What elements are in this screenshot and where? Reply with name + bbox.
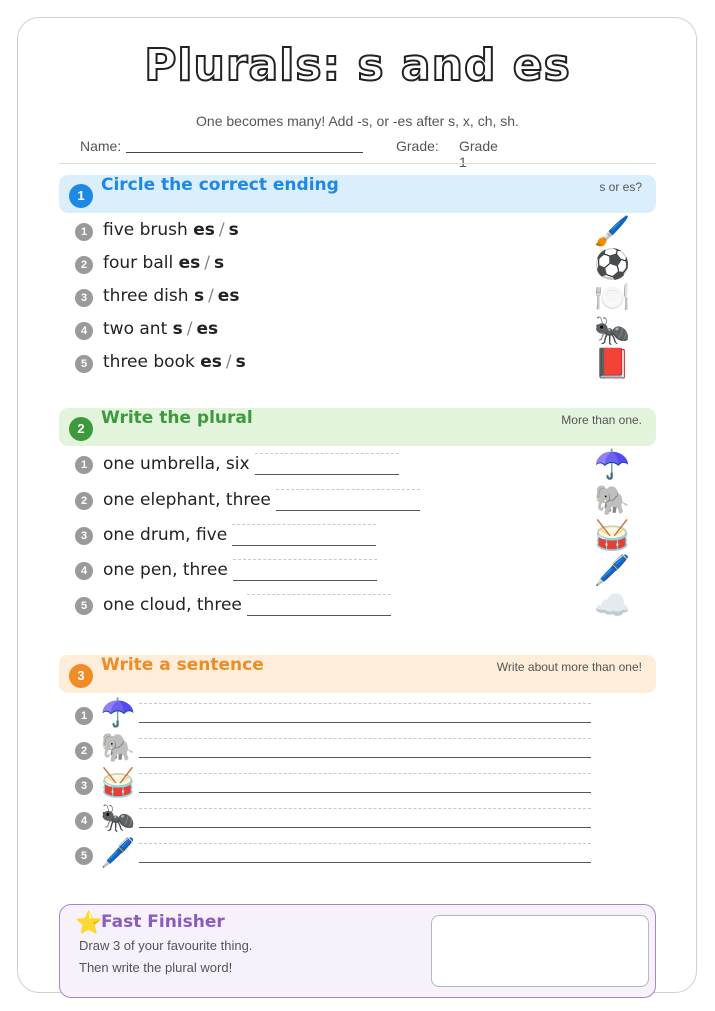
sentence-item xyxy=(75,696,595,733)
item-text xyxy=(103,286,239,306)
option-separator: / xyxy=(186,319,193,339)
name-line[interactable] xyxy=(126,152,363,153)
worksheet-title: Plurals: s and es xyxy=(144,40,571,91)
option-separator: / xyxy=(225,352,232,372)
item-number: 2 xyxy=(75,742,93,760)
section-1-banner xyxy=(59,175,656,213)
plural-item xyxy=(75,553,635,587)
ending-option-1[interactable]: es xyxy=(193,220,215,240)
section-3-banner xyxy=(59,655,656,693)
ending-option-2[interactable]: s xyxy=(235,352,246,372)
item-number: 1 xyxy=(75,456,93,474)
title-wrap xyxy=(0,40,715,91)
item-word: three book xyxy=(103,352,195,372)
drum-icon: 🥁 xyxy=(100,766,136,799)
plate-icon: 🍽️ xyxy=(593,280,631,314)
item-text xyxy=(103,352,246,372)
option-separator: / xyxy=(208,286,214,306)
paintbrush-icon: 🖌️ xyxy=(593,214,631,248)
ant-icon: 🐜 xyxy=(100,801,136,834)
ending-option-1[interactable]: es xyxy=(200,352,222,372)
item-prompt: one drum, five xyxy=(103,525,228,545)
answer-line[interactable] xyxy=(232,524,376,546)
section-title: Write the plural xyxy=(101,408,253,428)
ending-option-1[interactable]: s xyxy=(193,286,205,306)
answer-line[interactable] xyxy=(276,489,420,511)
plural-item xyxy=(75,588,635,622)
sentence-writing-line[interactable] xyxy=(139,703,591,723)
fast-finisher-box xyxy=(59,904,656,998)
umbrella-icon: ☂️ xyxy=(100,696,136,729)
circle-item xyxy=(75,313,635,347)
ending-option-2[interactable]: es xyxy=(196,319,219,339)
drawing-box[interactable] xyxy=(431,915,649,987)
section-note: More than one. xyxy=(561,413,642,427)
cloud-icon: ☁️ xyxy=(593,588,631,622)
section-number: 1 xyxy=(69,184,93,208)
header-divider xyxy=(59,163,656,164)
sentence-writing-line[interactable] xyxy=(139,738,591,758)
item-text xyxy=(103,453,399,475)
fast-finisher-instruction-1: Draw 3 of your favourite thing. xyxy=(79,938,253,953)
item-text xyxy=(103,220,239,240)
ending-option-1[interactable]: s xyxy=(172,319,183,339)
sentence-writing-line[interactable] xyxy=(139,843,591,863)
item-word: five brush xyxy=(103,220,188,240)
option-separator: / xyxy=(218,220,225,240)
sentence-item xyxy=(75,836,595,873)
option-separator: / xyxy=(204,253,211,273)
item-number: 3 xyxy=(75,289,93,307)
sentence-item xyxy=(75,731,595,768)
item-number: 3 xyxy=(75,777,93,795)
ending-option-1[interactable]: es xyxy=(178,253,201,273)
pen-icon: 🖊️ xyxy=(100,836,136,869)
item-prompt: one pen, three xyxy=(103,560,228,580)
plural-item xyxy=(75,518,635,552)
star-icon: ⭐ xyxy=(75,911,103,936)
circle-item xyxy=(75,247,635,281)
item-text xyxy=(103,489,420,511)
drum-icon: 🥁 xyxy=(593,518,631,552)
section-number: 3 xyxy=(69,664,93,688)
section-title: Circle the correct ending xyxy=(101,175,339,195)
section-note: Write about more than one! xyxy=(496,660,642,674)
item-number: 3 xyxy=(75,527,93,545)
sentence-item xyxy=(75,801,595,838)
item-prompt: one umbrella, six xyxy=(103,454,250,474)
ending-option-2[interactable]: es xyxy=(217,286,240,306)
plural-item xyxy=(75,447,635,481)
circle-item xyxy=(75,280,635,314)
sentence-writing-line[interactable] xyxy=(139,808,591,828)
ending-option-2[interactable]: s xyxy=(214,253,225,273)
answer-line[interactable] xyxy=(247,594,391,616)
item-prompt: one cloud, three xyxy=(103,595,242,615)
item-number: 2 xyxy=(75,492,93,510)
item-prompt: one elephant, three xyxy=(103,490,271,510)
grade-value: Grade 1 xyxy=(459,138,498,170)
section-number: 2 xyxy=(69,417,93,441)
item-number: 4 xyxy=(75,812,93,830)
section-note: s or es? xyxy=(599,180,642,194)
section-title: Write a sentence xyxy=(101,655,264,675)
fast-finisher-instruction-2: Then write the plural word! xyxy=(79,960,233,975)
item-number: 5 xyxy=(75,847,93,865)
item-word: three dish xyxy=(103,286,189,306)
elephant-icon: 🐘 xyxy=(593,483,631,517)
soccer-ball-icon: ⚽ xyxy=(593,247,631,281)
ant-icon: 🐜 xyxy=(593,313,631,347)
item-number: 5 xyxy=(75,355,93,373)
item-number: 2 xyxy=(75,256,93,274)
item-word: two ant xyxy=(103,319,168,339)
item-number: 1 xyxy=(75,707,93,725)
item-number: 1 xyxy=(75,223,93,241)
name-label: Name: xyxy=(80,138,122,154)
umbrella-icon: ☂️ xyxy=(593,447,631,481)
ending-option-2[interactable]: s xyxy=(228,220,239,240)
grade-label: Grade: xyxy=(396,138,439,154)
sentence-item xyxy=(75,766,595,803)
elephant-icon: 🐘 xyxy=(100,731,136,764)
plural-item xyxy=(75,483,635,517)
item-text xyxy=(103,594,391,616)
pen-icon: 🖊️ xyxy=(593,553,631,587)
item-text xyxy=(103,253,224,273)
section-2-banner xyxy=(59,408,656,446)
item-number: 5 xyxy=(75,597,93,615)
item-word: four ball xyxy=(103,253,174,273)
item-text xyxy=(103,559,377,581)
sentence-writing-line[interactable] xyxy=(139,773,591,793)
fast-finisher-title: Fast Finisher xyxy=(101,912,225,932)
answer-line[interactable] xyxy=(233,559,377,581)
circle-item xyxy=(75,214,635,248)
item-text xyxy=(103,319,218,339)
answer-line[interactable] xyxy=(255,453,399,475)
item-text xyxy=(103,524,376,546)
book-icon: 📕 xyxy=(593,346,631,380)
worksheet-subtitle: One becomes many! Add -s, or -es after s, x, ch, sh. xyxy=(196,113,519,129)
circle-item xyxy=(75,346,635,380)
item-number: 4 xyxy=(75,322,93,340)
item-number: 4 xyxy=(75,562,93,580)
